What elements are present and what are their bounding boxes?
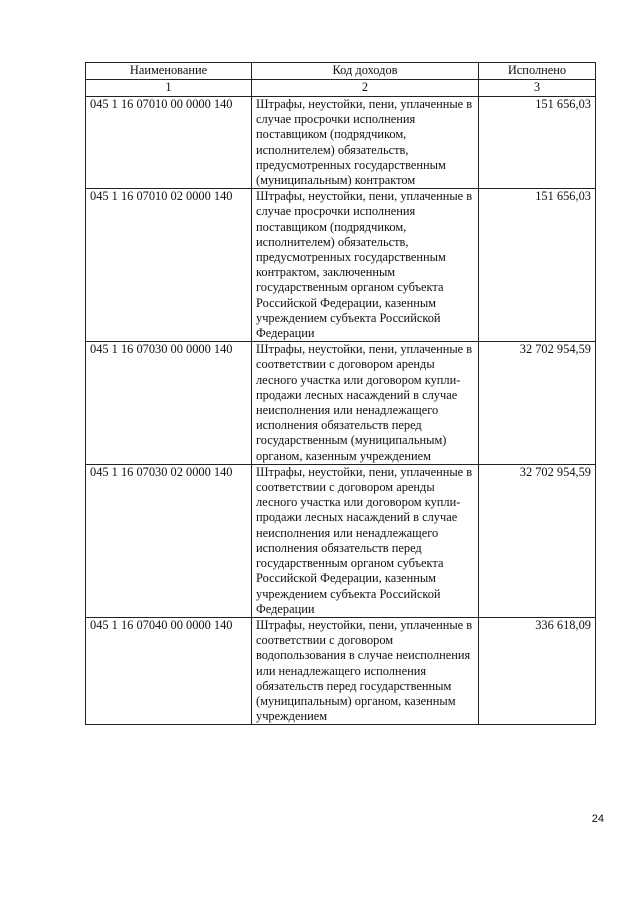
column-number: 3: [479, 80, 596, 97]
page-number: 24: [591, 813, 604, 825]
column-number: 1: [86, 80, 252, 97]
header-executed: Исполнено: [479, 63, 596, 80]
row-description: Штрафы, неустойки, пени, уплаченные в соответствии с договором аренды лесного участка или договором купли-продажи лесных насаждений в случае неисполнения или ненадлежащего исполнения обязательств перед государственным органом субъекта Российской Федерации, казенным учреждением субъекта Российской Федерации: [252, 464, 479, 617]
row-amount: 151 656,03: [479, 189, 596, 342]
row-code: 045 1 16 07030 00 0000 140: [86, 342, 252, 465]
row-code: 045 1 16 07030 02 0000 140: [86, 464, 252, 617]
table-row: [86, 189, 596, 342]
row-amount: 32 702 954,59: [479, 342, 596, 465]
row-description: Штрафы, неустойки, пени, уплаченные в случае просрочки исполнения поставщиком (подрядчиком, исполнителем) обязательств, предусмотренных государственным контрактом, заключенным государственным органом субъекта Российской Федерации, казенным учреждением субъекта Российской Федерации: [252, 189, 479, 342]
row-amount: 151 656,03: [479, 97, 596, 189]
row-code: 045 1 16 07040 00 0000 140: [86, 617, 252, 724]
header-name: Наименование: [86, 63, 252, 80]
table-row: [86, 342, 596, 465]
header-revenue-code: Код доходов: [252, 63, 479, 80]
row-code: 045 1 16 07010 02 0000 140: [86, 189, 252, 342]
revenue-table: [85, 62, 596, 725]
row-description: Штрафы, неустойки, пени, уплаченные в соответствии с договором водопользования в случае неисполнения или ненадлежащего исполнения обязательств перед государственным (муниципальным) органом, казенным учреждением: [252, 617, 479, 724]
table-header-row: [86, 63, 596, 80]
row-code: 045 1 16 07010 00 0000 140: [86, 97, 252, 189]
row-description: Штрафы, неустойки, пени, уплаченные в случае просрочки исполнения поставщиком (подрядчиком, исполнителем) обязательств, предусмотренных государственным (муниципальным) контрактом: [252, 97, 479, 189]
column-number-row: [86, 80, 596, 97]
row-amount: 32 702 954,59: [479, 464, 596, 617]
table-row: [86, 464, 596, 617]
table-row: [86, 617, 596, 724]
row-amount: 336 618,09: [479, 617, 596, 724]
table-row: [86, 97, 596, 189]
row-description: Штрафы, неустойки, пени, уплаченные в соответствии с договором аренды лесного участка или договором купли-продажи лесных насаждений в случае неисполнения или ненадлежащего исполнения обязательств перед государственным (муниципальным) органом, казенным учреждением: [252, 342, 479, 465]
column-number: 2: [252, 80, 479, 97]
